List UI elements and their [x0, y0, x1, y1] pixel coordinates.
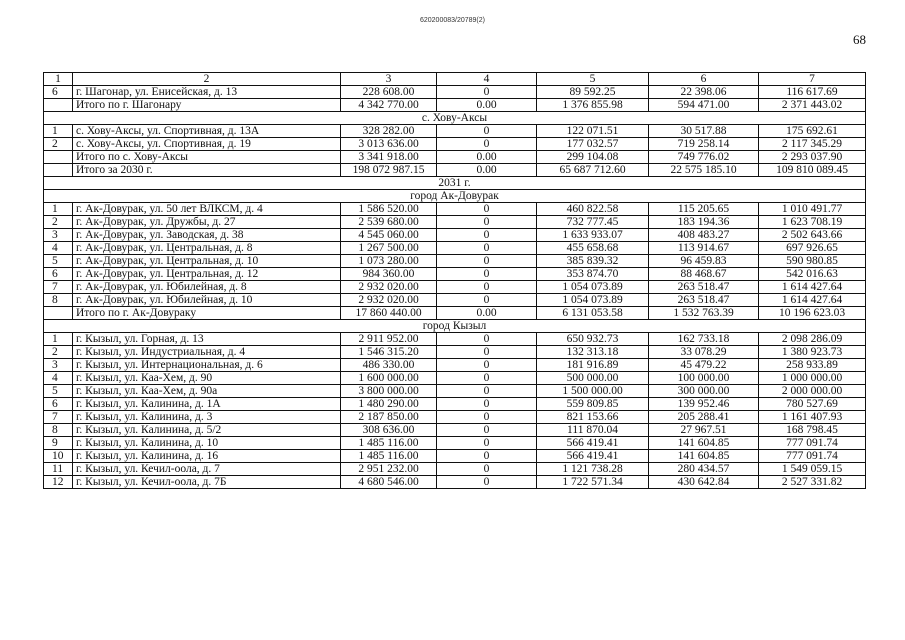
table-cell: г. Ак-Довурак, ул. Центральная, д. 12 [73, 268, 341, 281]
table-cell: 500 000.00 [537, 372, 649, 385]
table-row [44, 229, 866, 242]
table-cell: 777 091.74 [759, 450, 866, 463]
table-cell: 0 [437, 450, 537, 463]
table-cell: 777 091.74 [759, 437, 866, 450]
table-row [44, 216, 866, 229]
page-number: 68 [853, 32, 866, 47]
table-cell: 460 822.58 [537, 203, 649, 216]
table-cell: 11 [44, 463, 73, 476]
table-cell: 1 614 427.64 [759, 294, 866, 307]
section-header-row [44, 177, 866, 190]
table-cell: 183 194.36 [649, 216, 759, 229]
table-cell: 486 330.00 [341, 359, 437, 372]
table-cell: 0 [437, 476, 537, 489]
table-cell [44, 99, 73, 112]
table-cell: 88 468.67 [649, 268, 759, 281]
table-cell: 8 [44, 424, 73, 437]
table-row [44, 268, 866, 281]
header-cell: 6 [649, 73, 759, 86]
table-cell: 7 [44, 281, 73, 294]
header-cell: 3 [341, 73, 437, 86]
table-cell: 299 104.08 [537, 151, 649, 164]
table-cell: 10 [44, 450, 73, 463]
table-cell: 1 010 491.77 [759, 203, 866, 216]
table-body [44, 73, 866, 489]
table-cell: 0 [437, 86, 537, 99]
table-cell: 0 [437, 229, 537, 242]
table-cell: 455 658.68 [537, 242, 649, 255]
table-cell: 1 614 427.64 [759, 281, 866, 294]
table-row [44, 437, 866, 450]
table-cell: г. Кызыл, ул. Калинина, д. 3 [73, 411, 341, 424]
table-cell: 89 592.25 [537, 86, 649, 99]
table-cell: 300 000.00 [649, 385, 759, 398]
table-cell: 4 [44, 242, 73, 255]
table-cell: 4 680 546.00 [341, 476, 437, 489]
section-header-row [44, 112, 866, 125]
table-cell: 650 932.73 [537, 333, 649, 346]
table-cell: 45 479.22 [649, 359, 759, 372]
table-cell: 719 258.14 [649, 138, 759, 151]
table-cell: 139 952.46 [649, 398, 759, 411]
table-cell: 0.00 [437, 151, 537, 164]
table-cell: 353 874.70 [537, 268, 649, 281]
header-cell: 4 [437, 73, 537, 86]
table-cell: 1 [44, 333, 73, 346]
table-row [44, 86, 866, 99]
table-cell: 308 636.00 [341, 424, 437, 437]
table-cell: 1 054 073.89 [537, 294, 649, 307]
table-cell: 3 [44, 229, 73, 242]
table-cell: Итого за 2030 г. [73, 164, 341, 177]
table-cell: 162 733.18 [649, 333, 759, 346]
table-cell: 0 [437, 138, 537, 151]
table-cell: 821 153.66 [537, 411, 649, 424]
table-cell: г. Ак-Довурак, ул. Центральная, д. 10 [73, 255, 341, 268]
table-cell: с. Хову-Аксы, ул. Спортивная, д. 13А [73, 125, 341, 138]
table-cell: 10 196 623.03 [759, 307, 866, 320]
table-cell: 408 483.27 [649, 229, 759, 242]
table-cell: г. Кызыл, ул. Индустриальная, д. 4 [73, 346, 341, 359]
table-cell: 2 [44, 346, 73, 359]
table-cell: 111 870.04 [537, 424, 649, 437]
table-row [44, 255, 866, 268]
table-cell: 1 500 000.00 [537, 385, 649, 398]
table-cell: 2 371 443.02 [759, 99, 866, 112]
table-row [44, 151, 866, 164]
table-cell: Итого по г. Шагонару [73, 99, 341, 112]
table-cell: г. Кызыл, ул. Калинина, д. 5/2 [73, 424, 341, 437]
table-cell: 6 [44, 86, 73, 99]
table-cell: 2 502 643.66 [759, 229, 866, 242]
table-cell: 122 071.51 [537, 125, 649, 138]
table-cell: 1 267 500.00 [341, 242, 437, 255]
table-cell: 328 282.00 [341, 125, 437, 138]
table-cell: 0 [437, 372, 537, 385]
table-cell: 177 032.57 [537, 138, 649, 151]
table-cell: 168 798.45 [759, 424, 866, 437]
table-cell: 22 398.06 [649, 86, 759, 99]
table-cell: 7 [44, 411, 73, 424]
table-cell: 6 [44, 398, 73, 411]
table-cell: 181 916.89 [537, 359, 649, 372]
table-cell: 2 [44, 138, 73, 151]
table-row [44, 307, 866, 320]
table-cell: 12 [44, 476, 73, 489]
table-cell: 542 016.63 [759, 268, 866, 281]
table-cell: г. Кызыл, ул. Каа-Хем, д. 90а [73, 385, 341, 398]
table-cell: 1 480 290.00 [341, 398, 437, 411]
table-cell: 228 608.00 [341, 86, 437, 99]
table-cell: с. Хову-Аксы, ул. Спортивная, д. 19 [73, 138, 341, 151]
table-cell: 2 932 020.00 [341, 281, 437, 294]
header-cell: 7 [759, 73, 866, 86]
section-title: город Кызыл [44, 320, 866, 333]
table-cell: г. Кызыл, ул. Интернациональная, д. 6 [73, 359, 341, 372]
table-row [44, 476, 866, 489]
table-cell: 1 380 923.73 [759, 346, 866, 359]
table-cell: 0.00 [437, 164, 537, 177]
section-title: с. Хову-Аксы [44, 112, 866, 125]
table-row [44, 359, 866, 372]
table-cell: г. Ак-Довурак, ул. Дружбы, д. 27 [73, 216, 341, 229]
header-cell: 5 [537, 73, 649, 86]
table-row [44, 164, 866, 177]
table-cell: г. Шагонар, ул. Енисейская, д. 13 [73, 86, 341, 99]
table-row [44, 333, 866, 346]
table-cell: 1 722 571.34 [537, 476, 649, 489]
table-cell: 6 131 053.58 [537, 307, 649, 320]
table-cell: 430 642.84 [649, 476, 759, 489]
table-row [44, 398, 866, 411]
table-cell: 5 [44, 385, 73, 398]
table-cell: 2 539 680.00 [341, 216, 437, 229]
table-cell: 590 980.85 [759, 255, 866, 268]
table-cell: 2 527 331.82 [759, 476, 866, 489]
table-cell: 0 [437, 281, 537, 294]
table-cell [44, 307, 73, 320]
table-cell: 113 914.67 [649, 242, 759, 255]
table-cell: 0 [437, 398, 537, 411]
table-cell: 566 419.41 [537, 450, 649, 463]
table-cell: Итого по г. Ак-Довураку [73, 307, 341, 320]
table-cell: 1 121 738.28 [537, 463, 649, 476]
table-cell: 0 [437, 216, 537, 229]
data-table [43, 72, 866, 489]
document-id: 620200083/20789(2) [419, 17, 485, 24]
table-cell: г. Ак-Довурак, ул. Юбилейная, д. 10 [73, 294, 341, 307]
table-cell: 566 419.41 [537, 437, 649, 450]
table-cell: 9 [44, 437, 73, 450]
table-cell: 780 527.69 [759, 398, 866, 411]
table-cell: 65 687 712.60 [537, 164, 649, 177]
table-cell: 115 205.65 [649, 203, 759, 216]
table-cell: 984 360.00 [341, 268, 437, 281]
section-header-row [44, 190, 866, 203]
table-cell: 205 288.41 [649, 411, 759, 424]
table-cell: 141 604.85 [649, 437, 759, 450]
table-cell: 0 [437, 437, 537, 450]
table-cell: 22 575 185.10 [649, 164, 759, 177]
table-cell: 33 078.29 [649, 346, 759, 359]
table-cell: 0 [437, 203, 537, 216]
table-cell: 258 933.89 [759, 359, 866, 372]
table-cell: 2 000 000.00 [759, 385, 866, 398]
table-cell: 1 485 116.00 [341, 450, 437, 463]
table-cell: 1 600 000.00 [341, 372, 437, 385]
table-row [44, 463, 866, 476]
header-cell: 1 [44, 73, 73, 86]
table-cell: 280 434.57 [649, 463, 759, 476]
table-cell: 109 810 089.45 [759, 164, 866, 177]
table-cell: г. Кызыл, ул. Калинина, д. 10 [73, 437, 341, 450]
table-cell: 0 [437, 333, 537, 346]
table-cell: 1 549 059.15 [759, 463, 866, 476]
table-cell: 2 [44, 216, 73, 229]
table-cell: 0 [437, 242, 537, 255]
table-cell: 2 951 232.00 [341, 463, 437, 476]
table-row [44, 411, 866, 424]
table-cell: 6 [44, 268, 73, 281]
table-row [44, 372, 866, 385]
table-cell: 1 485 116.00 [341, 437, 437, 450]
table-cell: 697 926.65 [759, 242, 866, 255]
table-row [44, 125, 866, 138]
table-cell: 17 860 440.00 [341, 307, 437, 320]
table-cell: 0.00 [437, 307, 537, 320]
table-cell: 263 518.47 [649, 281, 759, 294]
table-cell: 0 [437, 255, 537, 268]
table-cell: 1 [44, 203, 73, 216]
table-row [44, 424, 866, 437]
table-cell: 559 809.85 [537, 398, 649, 411]
table-cell: 3 800 000.00 [341, 385, 437, 398]
table-cell: 1 546 315.20 [341, 346, 437, 359]
table-row [44, 450, 866, 463]
section-title: 2031 г. [44, 177, 866, 190]
table-row [44, 385, 866, 398]
table-cell: 0 [437, 463, 537, 476]
table-cell: 116 617.69 [759, 86, 866, 99]
table-cell: г. Кызыл, ул. Горная, д. 13 [73, 333, 341, 346]
table-cell: 96 459.83 [649, 255, 759, 268]
table-cell: 2 911 952.00 [341, 333, 437, 346]
table-cell: 0 [437, 359, 537, 372]
section-title: город Ак-Довурак [44, 190, 866, 203]
table-cell: г. Ак-Довурак, ул. Заводская, д. 38 [73, 229, 341, 242]
table-cell: г. Кызыл, ул. Каа-Хем, д. 90 [73, 372, 341, 385]
table-cell: 175 692.61 [759, 125, 866, 138]
table-cell: 749 776.02 [649, 151, 759, 164]
table-cell: 100 000.00 [649, 372, 759, 385]
table-row [44, 242, 866, 255]
table-cell: г. Ак-Довурак, ул. Юбилейная, д. 8 [73, 281, 341, 294]
table-cell: 0 [437, 125, 537, 138]
table-cell: 141 604.85 [649, 450, 759, 463]
table-cell: 198 072 987.15 [341, 164, 437, 177]
table-cell: 2 932 020.00 [341, 294, 437, 307]
table-cell: 1 073 280.00 [341, 255, 437, 268]
table-row [44, 203, 866, 216]
table-cell: 0.00 [437, 99, 537, 112]
table-cell: 30 517.88 [649, 125, 759, 138]
table-cell: г. Кызыл, ул. Кечил-оола, д. 7 [73, 463, 341, 476]
table-cell: 0 [437, 346, 537, 359]
table-cell: 4 [44, 372, 73, 385]
table-cell: 4 342 770.00 [341, 99, 437, 112]
table-cell: г. Ак-Довурак, ул. Центральная, д. 8 [73, 242, 341, 255]
table-cell: 4 545 060.00 [341, 229, 437, 242]
table-cell: 2 293 037.90 [759, 151, 866, 164]
table-cell: 2 187 850.00 [341, 411, 437, 424]
table-cell: 0 [437, 385, 537, 398]
table-cell: 1 [44, 125, 73, 138]
table-cell: г. Кызыл, ул. Кечил-оола, д. 7Б [73, 476, 341, 489]
table-cell: 1 623 708.19 [759, 216, 866, 229]
table-cell: Итого по с. Хову-Аксы [73, 151, 341, 164]
table-cell: 0 [437, 411, 537, 424]
table-row [44, 138, 866, 151]
table-cell: 5 [44, 255, 73, 268]
table-cell: 1 532 763.39 [649, 307, 759, 320]
table-row [44, 281, 866, 294]
table-cell: 8 [44, 294, 73, 307]
header-cell: 2 [73, 73, 341, 86]
table-cell: 0 [437, 424, 537, 437]
column-number-row [44, 73, 866, 86]
table-cell: 3 013 636.00 [341, 138, 437, 151]
table-cell: 3 [44, 359, 73, 372]
table-cell: 2 117 345.29 [759, 138, 866, 151]
table-cell: 594 471.00 [649, 99, 759, 112]
table-cell: 732 777.45 [537, 216, 649, 229]
table-cell: 132 313.18 [537, 346, 649, 359]
table-cell: 1 586 520.00 [341, 203, 437, 216]
table-cell: г. Кызыл, ул. Калинина, д. 1А [73, 398, 341, 411]
table-row [44, 346, 866, 359]
table-cell: 263 518.47 [649, 294, 759, 307]
table-cell: 2 098 286.09 [759, 333, 866, 346]
table-cell [44, 151, 73, 164]
table-cell: г. Кызыл, ул. Калинина, д. 16 [73, 450, 341, 463]
table-row [44, 294, 866, 307]
table-cell: 0 [437, 268, 537, 281]
table-cell: 1 000 000.00 [759, 372, 866, 385]
table-cell: 1 376 855.98 [537, 99, 649, 112]
table-cell [44, 164, 73, 177]
table-row [44, 99, 866, 112]
table-cell: 385 839.32 [537, 255, 649, 268]
table-cell: 1 161 407.93 [759, 411, 866, 424]
table-cell: г. Ак-Довурак, ул. 50 лет ВЛКСМ, д. 4 [73, 203, 341, 216]
table-cell: 0 [437, 294, 537, 307]
table-cell: 27 967.51 [649, 424, 759, 437]
table-cell: 1 633 933.07 [537, 229, 649, 242]
table-cell: 1 054 073.89 [537, 281, 649, 294]
table-cell: 3 341 918.00 [341, 151, 437, 164]
section-header-row [44, 320, 866, 333]
